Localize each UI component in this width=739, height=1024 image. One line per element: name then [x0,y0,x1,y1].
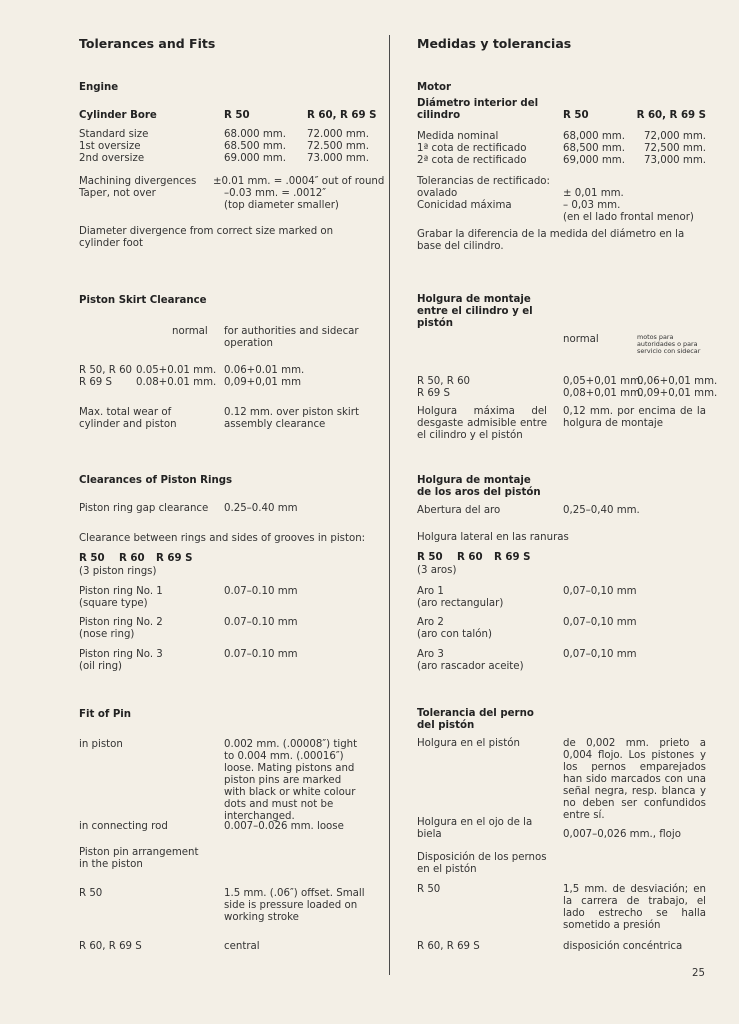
pin-r60-value-en: central [224,941,260,952]
skirt-heading-es: Holgura de montaje entre el cilindro y el pistón [417,294,533,329]
bore-note-es: Grabar la diferencia de la medida del diámetro en la base del cilindro. [417,229,685,252]
pin-heading-en: Fit of Pin [79,709,132,720]
wear-label-es: Holgura máxima del desgaste admisible entre el cilindro y el pistón [417,406,547,441]
bore-row-label: Medida nominal [417,131,499,142]
skirt-r1-label-en: R 50, R 60 [79,365,133,376]
ring-name-es: Aro 2 [417,617,444,628]
pin-in-piston-value-en: 0.002 mm. (.00008″) tight to 0.004 mm. (.00016″) loose. Mating pistons and piston pins are marked with black or white colour dots and must not be interchanged. [224,739,358,822]
ring-type-es: (aro rascador aceite) [417,661,524,672]
taper-note-en: (top diameter smaller) [224,200,339,211]
taper-label-en: Taper, not over [79,188,156,199]
ring-value-en: 0.07–0.10 mm [224,649,298,660]
rings-heading-es: Holgura de montaje de los aros del pistón [417,475,541,498]
ring-type-en: (nose ring) [79,629,135,640]
ring-name-en: Piston ring No. 2 [79,617,163,628]
oval-label-es: ovalado [417,188,458,199]
bore-row-v1: 69.000 mm. [224,153,286,164]
pin-r60-es: R 60, R 69 S [417,941,480,952]
skirt-r2-v2-en: 0,09+0,01 mm [224,377,301,388]
skirt-normal-en: normal [172,326,208,337]
tol-label-es: Tolerancias de rectificado: [417,176,550,187]
pin-arrangement-en: Piston pin arrangement in the piston [79,847,199,870]
ring-side-en: Clearance between rings and sides of grooves in piston: [79,533,366,544]
ring-type-es: (aro rectangular) [417,598,504,609]
machining-label-en: Machining divergences [79,176,197,187]
pin-rod-es: Holgura en el ojo de la biela [417,817,533,840]
bore-row-label: 2ª cota de rectificado [417,155,527,166]
pin-r50-value-es: 1,5 mm. de desviación; en la carrera de trabajo, el lado estrecho se halla sometido a presión [563,884,706,931]
page-title-en: Tolerances and Fits [79,36,216,51]
ring-gap-label-es: Abertura del aro [417,505,501,516]
skirt-r1-v1-es: 0,05+0,01 mm. [563,376,644,387]
bore-col1-es: R 50 [563,110,589,121]
bore-row-label: 2nd oversize [79,153,145,164]
wear-label-en: Max. total wear of cylinder and piston [79,407,177,430]
ring-count-es: (3 aros) [417,565,457,576]
skirt-authorities-en: for authorities and sidecar operation [224,326,359,349]
conicity-label-es: Conicidad máxima [417,200,512,211]
pin-in-piston-value-es: de 0,002 mm. prieto a 0,004 flojo. Los pistones y los pernos emparejados han sido marcados con una señal negra, resp. blanca y no deben ser confundidos entre sí. [563,738,706,821]
ring-gap-value-es: 0,25–0,40 mm. [563,505,640,516]
bore-row-v2: 72,500 mm. [644,143,706,154]
ring-model-es: R 50 [417,552,443,563]
bore-row-label: Standard size [79,129,149,140]
ring-side-es: Holgura lateral en las ranuras [417,532,569,543]
pin-arrangement-es: Disposición de los pernos en el pistón [417,852,547,875]
conicity-note-es: (en el lado frontal menor) [563,212,694,223]
pin-r50-es: R 50 [417,884,441,895]
pin-heading-es: Tolerancia del perno del pistón [417,708,534,731]
bore-heading-en: Cylinder Bore [79,110,157,121]
bore-note-en: Diameter divergence from correct size marked on cylinder foot [79,226,334,249]
ring-gap-label-en: Piston ring gap clearance [79,503,209,514]
skirt-normal-es: normal [563,334,599,345]
ring-model-en: R 69 S [156,553,193,564]
skirt-r2-label-en: R 69 S [79,377,112,388]
ring-model-es: R 69 S [494,552,531,563]
ring-value-es: 0,07–0,10 mm [563,649,637,660]
ring-type-en: (oil ring) [79,661,123,672]
ring-model-en: R 50 [79,553,105,564]
taper-value-en: –0.03 mm. = .0012″ [224,188,327,199]
bore-row-v2: 72,000 mm. [644,131,706,142]
rings-heading-en: Clearances of Piston Rings [79,475,233,486]
bore-col1-en: R 50 [224,110,250,121]
bore-row-label: 1ª cota de rectificado [417,143,527,154]
bore-row-v2: 72.000 mm. [307,129,369,140]
bore-row-v1: 69,000 mm. [563,155,625,166]
skirt-authorities-es: motos para autoridades o para servicio con sidecar [637,333,701,355]
pin-in-piston-es: Holgura en el pistón [417,738,520,749]
ring-value-en: 0.07–0.10 mm [224,586,298,597]
ring-value-es: 0,07–0,10 mm [563,617,637,628]
bore-heading-es: Diámetro interior del cilindro [417,98,539,121]
skirt-r1-v1-en: 0.05+0.01 mm. [136,365,217,376]
pin-in-piston-en: in piston [79,739,123,750]
machining-value-en: ±0.01 mm. = .0004″ out of round [213,176,385,187]
bore-row-v1: 68,000 mm. [563,131,625,142]
bore-row-label: 1st oversize [79,141,141,152]
ring-value-en: 0.07–0.10 mm [224,617,298,628]
skirt-r2-label-es: R 69 S [417,388,450,399]
page-number: 25 [692,968,705,979]
skirt-r1-label-es: R 50, R 60 [417,376,471,387]
bore-row-v1: 68,500 mm. [563,143,625,154]
bore-row-v2: 72.500 mm. [307,141,369,152]
skirt-r2-v1-en: 0.08+0.01 mm. [136,377,217,388]
bore-col2-en: R 60, R 69 S [307,110,377,121]
pin-r60-value-es: disposición concéntrica [563,941,683,952]
wear-value-en: 0.12 mm. over piston skirt assembly clearance [224,407,359,430]
ring-name-es: Aro 3 [417,649,444,660]
ring-name-en: Piston ring No. 1 [79,586,163,597]
conicity-value-es: – 0,03 mm. [563,200,621,211]
oval-value-es: ± 0,01 mm. [563,188,624,199]
column-divider [389,35,390,975]
ring-count-en: (3 piston rings) [79,566,157,577]
ring-type-en: (square type) [79,598,148,609]
skirt-r2-v1-es: 0,08+0,01 mm. [563,388,644,399]
engine-heading-en: Engine [79,82,119,93]
pin-rod-value-en: 0.007–0.026 mm. loose [224,821,344,832]
pin-rod-value-es: 0,007–0,026 mm., flojo [563,829,681,840]
ring-type-es: (aro con talón) [417,629,492,640]
bore-row-v1: 68.500 mm. [224,141,286,152]
page-title-es: Medidas y tolerancias [417,36,572,51]
skirt-r2-v2-es: 0,09+0,01 mm. [637,388,718,399]
pin-r50-value-en: 1.5 mm. (.06″) offset. Small side is pressure loaded on working stroke [224,888,365,923]
pin-r50-en: R 50 [79,888,103,899]
ring-name-en: Piston ring No. 3 [79,649,163,660]
skirt-heading-en: Piston Skirt Clearance [79,295,207,306]
wear-value-es: 0,12 mm. por encima de la holgura de montaje [563,406,706,429]
ring-model-es: R 60 [457,552,483,563]
bore-row-v1: 68.000 mm. [224,129,286,140]
skirt-r1-v2-en: 0.06+0.01 mm. [224,365,305,376]
ring-model-en: R 60 [119,553,145,564]
ring-gap-value-en: 0.25–0.40 mm [224,503,298,514]
engine-heading-es: Motor [417,82,452,93]
ring-value-es: 0,07–0,10 mm [563,586,637,597]
ring-name-es: Aro 1 [417,586,444,597]
bore-row-v2: 73.000 mm. [307,153,369,164]
pin-r60-en: R 60, R 69 S [79,941,142,952]
bore-col2-es: R 60, R 69 S [636,110,706,121]
skirt-r1-v2-es: 0,06+0,01 mm. [637,376,718,387]
pin-rod-en: in connecting rod [79,821,168,832]
bore-row-v2: 73,000 mm. [644,155,706,166]
